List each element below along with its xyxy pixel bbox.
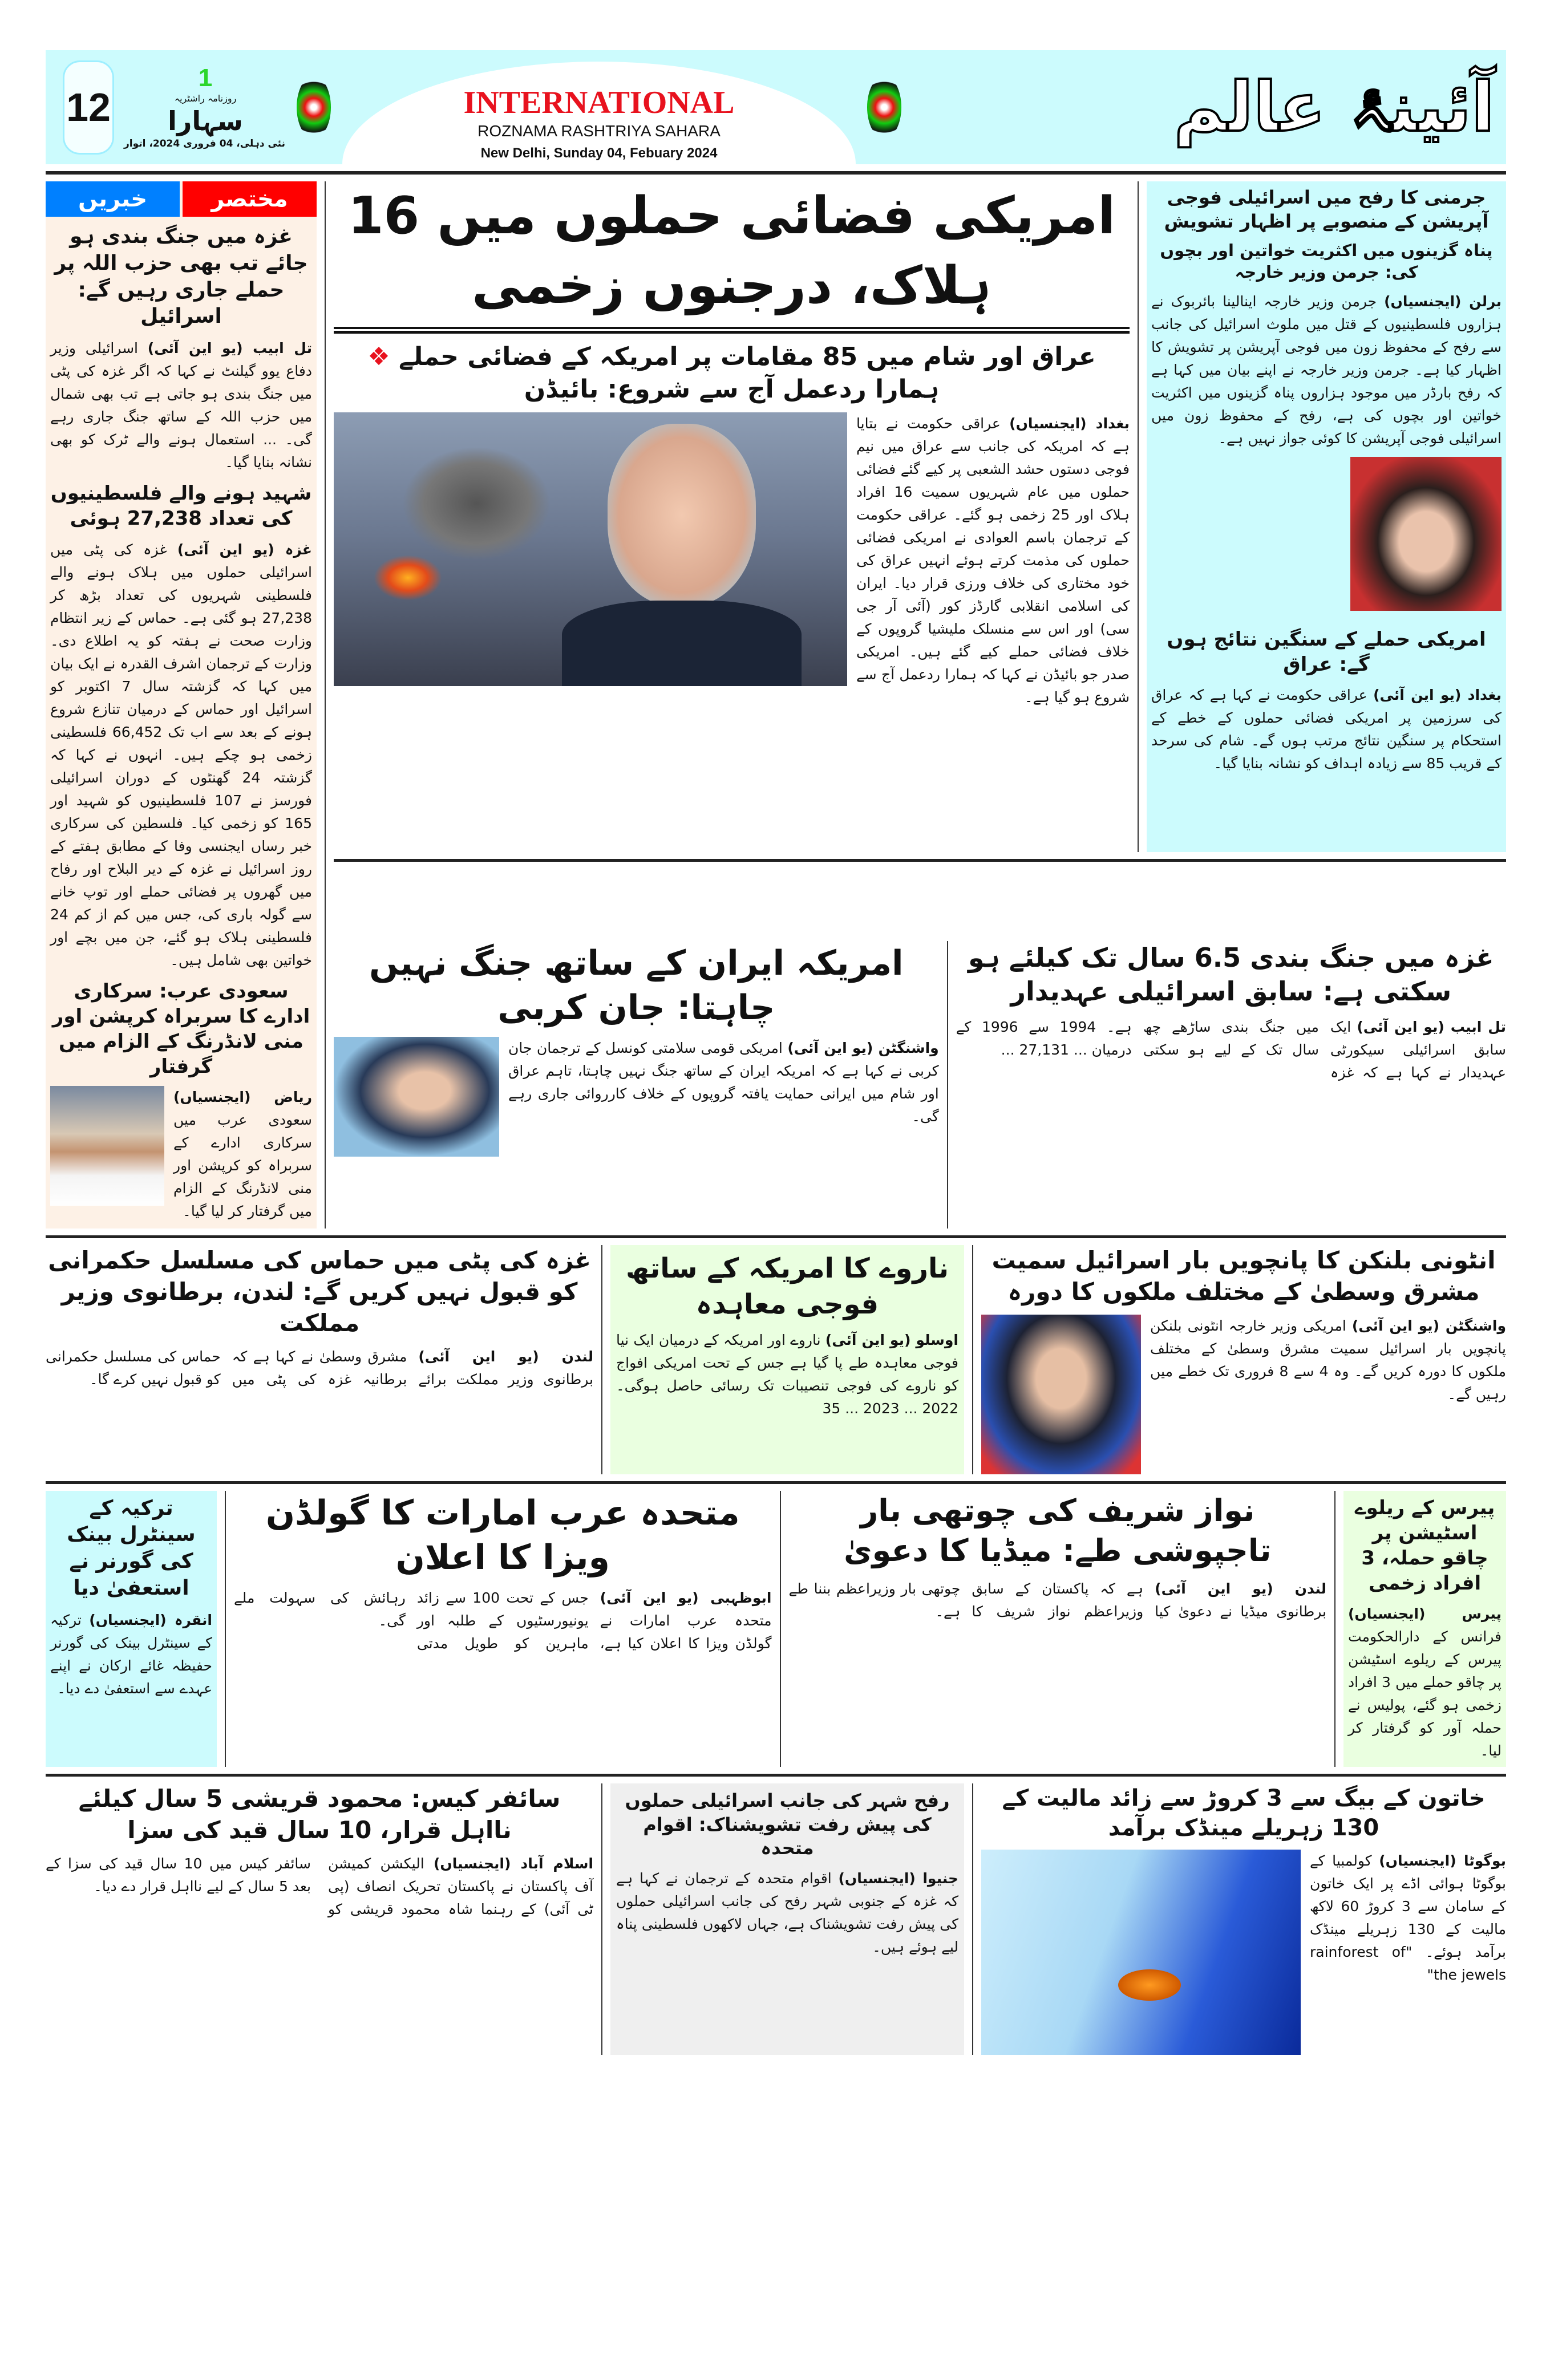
baerbock-photo [1350,457,1502,611]
divider [1334,1491,1335,1767]
sunburst-icon [867,76,901,139]
lead-story [334,181,1130,852]
cipher-story [46,1783,593,2055]
arrested-official-photo [50,1086,164,1206]
nawaz-story [789,1491,1327,1767]
story-body: بغداد (یو این آئی) عراقی حکومت نے کہا ہے کہ عراق کی سرزمین پر امریکی فضائی حملوں کے خطے کے استحکام پر سنگین نتائج مرتب ہوں گے۔ شام کی سرحد کے قریب 85 سے زیادہ اہداف کو نشانہ بنایا گیا۔ [1151,686,1502,772]
masthead [46,50,1506,164]
story-headline: امریکہ ایران کے ساتھ جنگ نہیں چاہتا: جان کربی [369,943,904,1028]
brief-story [46,979,317,1223]
tab-brief: مختصر [183,181,317,217]
divider [972,1783,973,2055]
divider [334,327,1130,334]
story-headline: خاتون کے بیگ سے 3 کروڑ سے زائد مالیت کے 130 زہریلے مینڈک برآمد [1002,1785,1486,1842]
story-body: واشنگٹن (یو این آئی) امریکی قومی سلامتی کونسل کے ترجمان جان کربی نے کہا ہے کہ امریکہ ایران کے ساتھ جنگ نہیں چاہتا، تاہم عراق اور شام میں ایرانی حمایت یافتہ گروپوں کے خلاف کارروائی جاری رہے گی۔ [508,1039,939,1125]
story-headline: نواز شریف کی چوتھی بار تاجپوشی طے: میڈیا کا دعویٰ [844,1492,1272,1568]
story-body: تل ابیب (یو این آئی) ایک سابق اسرائیلی سیکورٹی عہدیدار نے کہا ہے کہ غزہ میں جنگ بندی ساڑھے چھ سال تک کے لیے ہو سکتی ہے۔ 1994 سے 1996 کے درمیان ... 27,131 ... [956,1019,1506,1081]
story-body: ریاض (ایجنسیاں) سعودی عرب میں سرکاری ادارے کے سربراہ کو کرپشن اور منی لانڈرنگ کے الزام میں گرفتار کر لیا گیا۔ [173,1089,312,1220]
story-body: اوسلو (یو این آئی) ناروے اور امریکہ کے درمیان ایک نیا فوجی معاہدہ طے پا گیا ہے جس کے تحت امریکی افواج کو ناروے کی فوجی تنصیبات تک رسائی حاصل ہوگی۔ 2022 ... 2023 ... 35 [616,1332,958,1417]
story-headline: سائفر کیس: محمود قریشی 5 سال کیلئے نااہل قرار، 10 سال قید کی سزا [78,1785,561,1844]
lead-subheadline: عراق اور شام میں 85 مقامات پر امریکہ کے فضائی حملے ❖ ہمارا ردعمل آج سے شروع: بائیڈن [367,342,1096,404]
story-body: پیرس (ایجنسیاں) فرانس کے دارالحکومت پیرس کے ریلوے اسٹیشن پر چاقو حملے میں 3 افراد زخمی ہو گئے، پولیس نے حملہ آور کو گرفتار کر لیا۔ [1348,1605,1502,1759]
brief-story [46,481,317,971]
poison-frog-photo [981,1850,1301,2055]
norway-story [610,1245,964,1474]
story-headline: سعودی عرب: سرکاری ادارے کا سربراہ کرپشن اور منی لانڈرنگ کے الزام میں گرفتار [52,979,310,1078]
title-dome [342,62,856,164]
story-body: برلن (ایجنسیاں) جرمن وزیر خارجہ اینالینا بائربوک نے ہزاروں فلسطینیوں کے قتل میں ملوث اسرائیل کی جانب سے رفح کے محفوظ زون میں فوجی آپریشن پر تشویش کا اظہار کیا ہے۔ جرمن وزیر خارجہ نے اپنے بیان میں کہا ہے کہ رفح بارڈر میں موجود ہزاروں پناہ گزینوں میں اکثریت خواتین اور بچوں کی ہے، رفح کے محفوظ زون میں اسرائیلی فوجی آپریشن کا کوئی جواز نہیں ہے۔ [1151,293,1502,447]
story-headline: انٹونی بلنکن کا پانچویں بار اسرائیل سمیت مشرق وسطیٰ کے مختلف ملکوں کا دورہ [991,1246,1496,1305]
paper-name-small: روزنامہ راشٹریہ [174,93,237,104]
story-headline: پیرس کے ریلوے اسٹیشن پر چاقو حملہ، 3 افراد زخمی [1354,1496,1495,1595]
story-headline: ناروے کا امریکہ کے ساتھ فوجی معاہدہ [625,1252,949,1320]
rafah-un-story [610,1783,964,2055]
paper-name: سہارا [168,106,243,136]
dateline: New Delhi, Sunday 04, Febuary 2024 [480,145,718,161]
diamond-icon: ❖ [367,342,390,371]
story-headline: امریکی حملے کے سنگین نتائج ہوں گے: عراق [1167,627,1486,676]
lead-body: بغداد (ایجنسیاں) عراقی حکومت نے بتایا ہے کہ امریکہ کی جانب سے عراق میں نیم فوجی دستوں حشد الشعبی پر کیے گئے فضائی حملوں میں عام شہریوں سمیت 16 افراد ہلاک اور 25 زخمی ہو گئے۔ عراقی حکومت کے ترجمان باسم العوادی نے امریکی فضائی حملوں کی مذمت کرتے ہوئے انہیں عراق کی خود مختاری کی خلاف ورزی قرار دیا۔ ایران کی اسلامی انقلابی گارڈز کور (آئی آر جی سی) اور اس سے منسلک ملیشیا گروپوں کے خلاف فضائی حملے کیے گئے ہیں۔ امریکی صدر جو بائیڈن نے کہا کہ ہمارا ردعمل آج سے شروع ہو گیا ہے۔ [856,415,1130,706]
divider [325,181,326,1228]
iran-kirby-story [334,941,939,1229]
blinken-photo [981,1315,1141,1474]
divider [46,1235,1506,1238]
story-headline: رفح شہر کی جانب اسرائیلی حملوں کی پیش رفت تشویشناک: اقوام متحدہ [625,1790,950,1859]
sunburst-icon [297,76,331,139]
story-subheadline: پناہ گزینوں میں اکثریت خواتین اور بچوں کی: جرمن وزیر خارجہ [1160,241,1493,282]
lead-headline: امریکی فضائی حملوں میں 16 ہلاک، درجنوں زخمی [347,186,1116,315]
turkey-story [46,1491,217,1767]
paris-story [1343,1491,1506,1767]
story-body: اسلام آباد (ایجنسیاں) الیکشن کمیشن آف پاکستان نے پاکستان تحریک انصاف (پی ٹی آئی) کے رہنما شاہ محمود قریشی کو سائفر کیس میں 10 سال قید کی سزا کے بعد 5 سال کے لیے نااہل قرار دے دیا۔ [46,1855,593,1918]
story-body: ابوظہبی (یو این آئی) متحدہ عرب امارات نے گولڈن ویزا کا اعلان کیا ہے، جس کے تحت 100 سے زائد یونیورسٹیوں کے طلبہ اور ماہرین کو طویل مدتی رہائش کی سہولت ملے گی۔ [234,1589,772,1652]
divider [972,1245,973,1474]
gaza-uk-story [46,1245,593,1474]
sahara-logo [126,64,285,151]
section-title-urdu: آئینۂ عالم [1173,67,1495,147]
story-body: واشنگٹن (یو این آئی) امریکی وزیر خارجہ انٹونی بلنکن پانچویں بار اسرائیل سمیت مشرق وسطیٰ کے مختلف ملکوں کا دورہ کریں گے۔ وہ 4 سے 8 فروری تک خطے میں رہیں گے۔ [1150,1317,1507,1402]
story-headline: شہید ہونے والے فلسطینیوں کی تعداد 27,238 ہوئی [50,482,312,530]
section-title: INTERNATIONAL [463,85,735,120]
divider [46,171,1506,175]
divider [601,1245,602,1474]
uae-story [234,1491,772,1767]
brief-story [46,224,317,474]
story-body: تل ابیب (یو این آئی) اسرائیلی وزیر دفاع یوو گیلنٹ نے کہا کہ اگر غزہ کی پٹی میں جنگ بندی ہو جاتی ہے تب بھی شمال میں حزب اللہ کے ساتھ جنگ جاری رہے گی۔ ... استعمال ہونے والے ٹرک کو بھی نشانہ بنایا گیا۔ [50,340,312,471]
story-headline: غزہ میں جنگ بندی ہو جائے تب بھی حزب اللہ پر حملے جاری رہیں گے: اسرائیل [54,225,308,329]
paper-english-name: ROZNAMA RASHTRIYA SAHARA [477,122,721,140]
brief-column [46,181,317,1228]
divider [46,1481,1506,1484]
frogs-story [981,1783,1506,2055]
story-headline: ترکیہ کے سینٹرل بینک کی گورنر نے استعفیٰ دیا [67,1496,196,1600]
divider [225,1491,226,1767]
kirby-photo [334,1037,499,1157]
germany-story [1147,181,1506,852]
divider [947,941,948,1229]
blinken-story [981,1245,1506,1474]
page-number-badge [63,60,114,155]
story-headline: متحدہ عرب امارات کا گولڈن ویزا کا اعلان [265,1493,740,1578]
story-body: بوگوٹا (ایجنسیاں) کولمبیا کے بوگوٹا ہوائی اڈے پر ایک خاتون کے سامان سے 3 کروڑ 60 لاکھ مالیت کے 130 زہریلے مینڈک برآمد ہوئے۔ "rainforest of the jewels" [1310,1852,1507,1984]
story-body: غزہ (یو این آئی) غزہ کی پٹی میں اسرائیلی حملوں میں ہلاک ہونے والے فلسطینی شہریوں کی تعداد بڑھ کر 27,238 ہو گئی ہے۔ حماس کے زیر انتظام وزارت صحت نے ہفتہ کو یہ اطلاع دی۔ وزارت کے ترجمان اشرف القدرہ نے ایک بیان میں کہا کہ گزشتہ سال 7 اکتوبر کو اسرائیل اور حماس کے درمیان تنازع شروع ہونے کے بعد سے اب تک 66,452 فلسطینی زخمی ہو چکے ہیں۔ انہوں نے کہا کہ گزشتہ 24 گھنٹوں کے دوران اسرائیلی فورسز نے 107 فلسطینیوں کو شہید اور 165 کو زخمی کیا۔ فلسطین کی سرکاری خبر رساں ایجنسی وفا کے مطابق ہفتے کے روز اسرائیل نے غزہ کے دیر البلاح اور رفاح میں گھروں پر فضائی حملے اور توپ خانے سے گولہ باری کی، جس میں کم از کم 24 فلسطینی ہلاک ہو گئے، جن میں بچے اور خواتین بھی شامل ہیں۔ [50,541,312,968]
divider [1138,181,1139,852]
story-headline: غزہ کی پٹی میں حماس کی مسلسل حکمرانی کو قبول نہیں کریں گے: لندن، برطانوی وزیر مملکت [48,1246,591,1337]
divider [46,1774,1506,1777]
biden-airstrike-photo [334,412,847,686]
tab-news: خبریں [46,181,180,217]
story-body: جنیوا (ایجنسیاں) اقوام متحدہ کے ترجمان نے کہا ہے کہ غزہ کے جنوبی شہر رفح کی جانب اسرائیلی حملوں کی پیش رفت تشویشناک ہے، جہاں لاکھوں فلسطینی پناہ لیے ہوئے ہیں۔ [616,1870,958,1956]
story-body: لندن (یو این آئی) برطانوی وزیر مملکت برائے مشرق وسطیٰ نے کہا ہے کہ برطانیہ غزہ کی پٹی میں حماس کی مسلسل حکمرانی کو قبول نہیں کرے گا۔ [46,1348,593,1388]
divider [334,859,1506,862]
anniversary-badge: 1 [198,64,213,92]
story-headline: جرمنی کا رفح میں اسرائیلی فوجی آپریشن کے منصوبے پر اظہار تشویش [1164,186,1489,232]
divider [601,1783,602,2055]
story-headline: غزہ میں جنگ بندی 6.5 سال تک کیلئے ہو سکتی ہے: سابق اسرائیلی عہدیدار [968,942,1494,1007]
divider [780,1491,781,1767]
edition-date: نئی دہلی، 04 فروری 2024، اتوار [124,138,285,149]
page-number: 12 [66,85,111,129]
story-body: لندن (یو این آئی) برطانوی میڈیا نے دعویٰ کیا ہے کہ پاکستان کے سابق وزیراعظم نواز شریف کا چوتھی بار وزیراعظم بننا طے ہے۔ [788,1580,1326,1620]
story-body: انقرہ (ایجنسیاں) ترکیہ کے سینٹرل بینک کی گورنر حفیظہ غائے ارکان نے اپنے عہدے سے استعفیٰ دے دیا۔ [50,1611,212,1697]
gaza-ceasefire-story [956,941,1506,1229]
